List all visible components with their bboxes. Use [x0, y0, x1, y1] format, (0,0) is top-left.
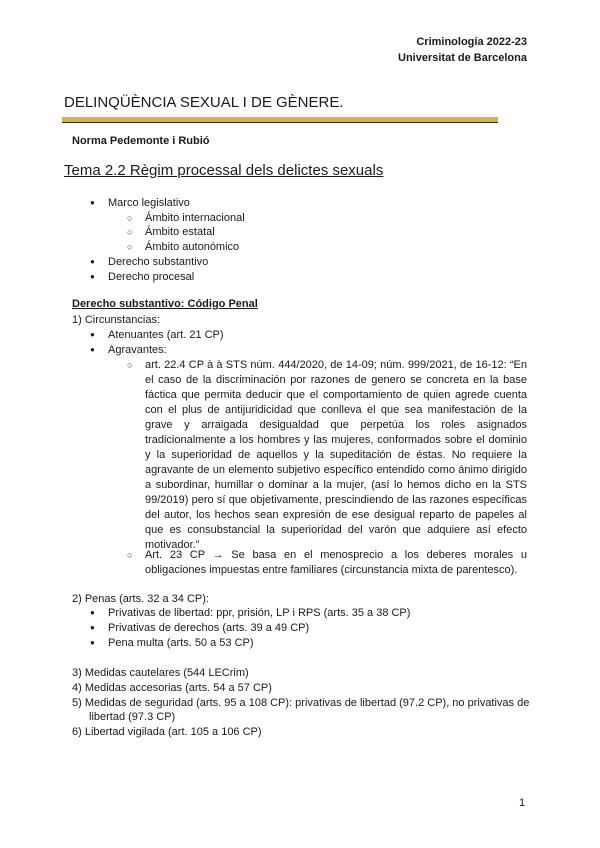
outline-derecho-substantivo: ● Derecho substantivo — [108, 255, 208, 269]
medidas-seguridad: 5) Medidas de seguridad (arts. 95 a 108 CP): privativas de libertad (97.2 CP), no privativas de libertad (97.3 CP) — [72, 697, 530, 723]
outline-marco: ● Marco legislativo — [108, 196, 190, 210]
art-22-4-paragraph: ○ art. 22.4 CP à à STS núm. 444/2020, de 14-09; núm. 999/2021, de 16-12: “En el caso de la discriminación por razones de genero se concreta en la base fáctica que permita deducir que el comportamiento de quien agrede cuenta con el plus de antijuridicidad que conlleva el que sea manifestación de la grave y arraigada desigualdad que perpetúa los roles asignados tradicionalmente a los hombres y las mujeres, conformados sobre el dominio y la superioridad de aquellos y la supeditación de éstas. No requiere la agravante de un elemento subjetivo específico entendido como ánimo dirigido a subordinar, humillar o dominar a la mujer, (así lo hemos dicho en la STS 99/2019) pero sí que objetivamente, prescindiendo de las razones específicas del autor, los hechos sean expresión de ese desigual reparto de papeles al que es consubstancial la superioridad del varón que adquiere así efecto motivador.” — [145, 358, 527, 553]
title-divider — [62, 117, 498, 123]
outline-sub-1: ○ Ámbito internacional — [145, 211, 245, 225]
header-course: Criminología 2022-23 — [416, 36, 527, 48]
outline-sub-2: ○ Ámbito estatal — [145, 225, 215, 239]
atenuantes-item: ● Atenuantes (art. 21 CP) — [108, 328, 224, 342]
penas-item-2: ● Privativas de derechos (arts. 39 a 49 CP) — [108, 621, 309, 635]
header-university: Universitat de Barcelona — [398, 52, 527, 64]
outline-sub-3: ○ Ámbito autonómico — [145, 240, 239, 254]
document-title: DELINQÜÈNCIA SEXUAL I DE GÈNERE. — [64, 94, 344, 111]
page-number: 1 — [519, 797, 526, 809]
author-name: Norma Pedemonte i Rubió — [72, 135, 210, 147]
outline-derecho-procesal: ● Derecho procesal — [108, 270, 194, 284]
circunstancias-heading: 1) Circunstancias: — [72, 314, 161, 326]
topic-heading: Tema 2.2 Règim processal dels delictes sexuals — [64, 162, 384, 179]
agravantes-item: ● Agravantes: — [108, 343, 167, 357]
medidas-accesorias: 4) Medidas accesorias (arts. 54 a 57 CP) — [72, 682, 272, 694]
penas-item-1: ● Privativas de libertad: ppr, prisión, LP i RPS (arts. 35 a 38 CP) — [108, 606, 410, 620]
medidas-cautelares: 3) Medidas cautelares (544 LECrim) — [72, 667, 249, 679]
penas-heading: 2) Penas (arts. 32 a 34 CP): — [72, 593, 209, 605]
penas-item-3: ● Pena multa (arts. 50 a 53 CP) — [108, 636, 254, 650]
section-title: Derecho substantivo: Código Penal — [72, 298, 258, 310]
libertad-vigilada: 6) Libertad vigilada (art. 105 a 106 CP) — [72, 726, 262, 738]
art-23-paragraph: ○ Art. 23 CP → Se basa en el menosprecio a los deberes morales u obligaciones impuestas entre familiares (circunstancia mixta de parentesco). — [145, 548, 527, 578]
